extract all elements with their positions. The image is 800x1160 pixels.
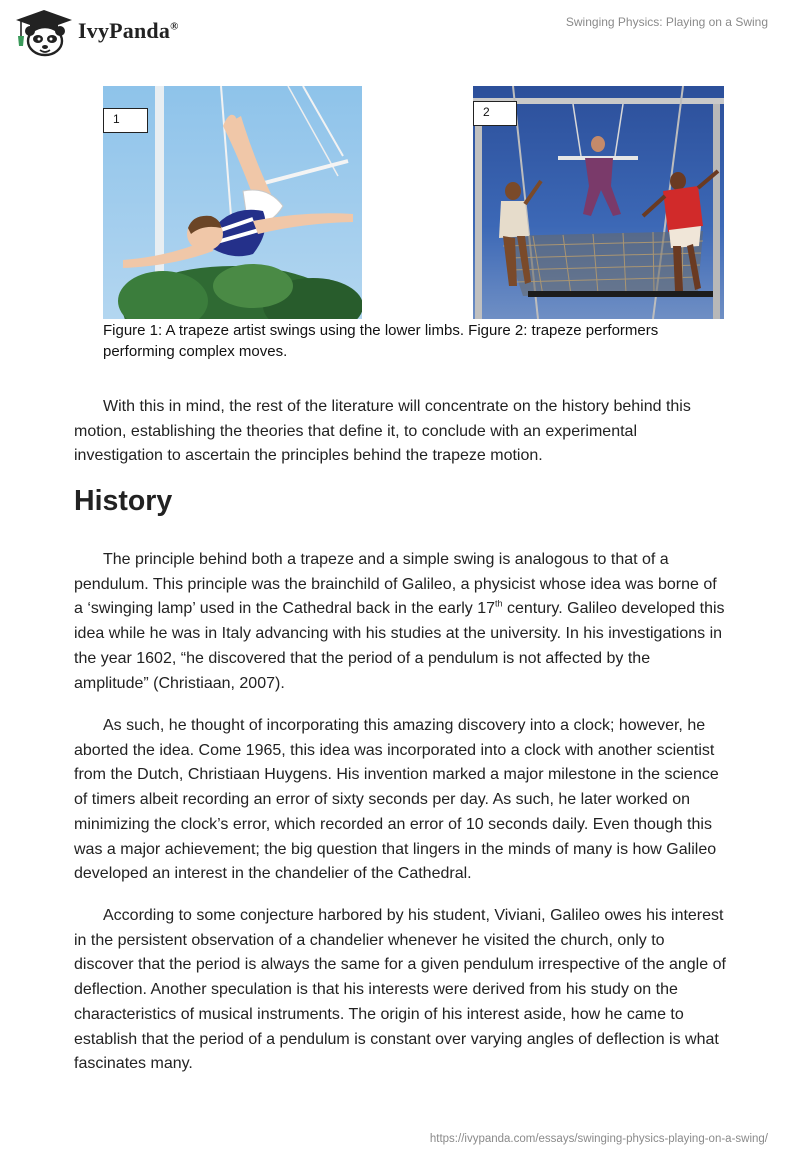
history-paragraph-3	[74, 904, 726, 1077]
history-p1-text-a: The principle behind both a trapeze and a simple swing is analogous to that of a pendulum. This principle was the brainchild of Galileo, a physicist whose idea was borne of a ‘swinging lamp’ used in the Cathedral back in the early 17	[74, 551, 717, 618]
intro-paragraph	[74, 395, 726, 469]
history-p3-text: According to some conjecture harbored by his student, Viviani, Galileo owes his interest in the persistent observation of a chandelier whenever he visited the church, only to discover that the period is always the same for a given pendulum irrespective of the angle of deflection. Another speculation is that his interests were derived from his study on the characteristics of musical instruments. The origin of his interest aside, how he came to establish that the period of a pendulum is constant over varying angles of deflection is what fascinates many.	[74, 907, 726, 1073]
history-paragraph-2	[74, 714, 726, 887]
figure-caption	[103, 320, 703, 362]
figure-2-label: 2	[473, 101, 517, 126]
history-heading: History	[74, 485, 173, 517]
document-title: Swinging Physics: Playing on a Swing	[565, 15, 768, 29]
figure-1-label: 1	[103, 108, 148, 133]
registered-mark: ®	[170, 20, 179, 33]
history-p2-text: As such, he thought of incorporating this amazing discovery into a clock; however, he aborted the idea. Come 1965, this idea was incorporated into a clock with another scientist from the Dutch, Christiaan Huygens. His invention marked a major milestone in the science of timers albeit recording an error of sixty seconds per day. As such, he later worked on minimizing the clock’s error, which recorded an error of 10 seconds daily. Even though this was a major achievement; the big question that lingers in the minds of many is how Galileo developed an interest in the chandelier of the Cathedral.	[74, 717, 719, 883]
superscript-th: th	[494, 599, 503, 610]
ivypanda-logo[interactable]	[14, 8, 214, 58]
caption-line-2: performing complex moves.	[103, 343, 288, 360]
page-header	[0, 0, 800, 64]
logo-text: IvyPanda®	[78, 18, 179, 43]
panda-graduate-icon	[14, 8, 74, 58]
caption-line-1: Figure 1: A trapeze artist swings using the lower limbs. Figure 2: trapeze performers	[103, 322, 659, 339]
history-p1-text-b: century. Galileo developed this idea while he was in Italy advancing with his studies at the university. In his investigations in the year 1602, “he discovered that the period of a pendulum is not affected by the amplitude” (Christiaan, 2007).	[74, 600, 725, 692]
footer-url-link[interactable]: https://ivypanda.com/essays/swinging-physics-playing-on-a-swing/	[429, 1133, 768, 1145]
history-paragraph-1	[74, 548, 726, 696]
intro-text: With this in mind, the rest of the literature will concentrate on the history behind this motion, establishing the theories that define it, to conclude with an experimental investigation to ascertain the principles behind the trapeze motion.	[74, 398, 691, 465]
